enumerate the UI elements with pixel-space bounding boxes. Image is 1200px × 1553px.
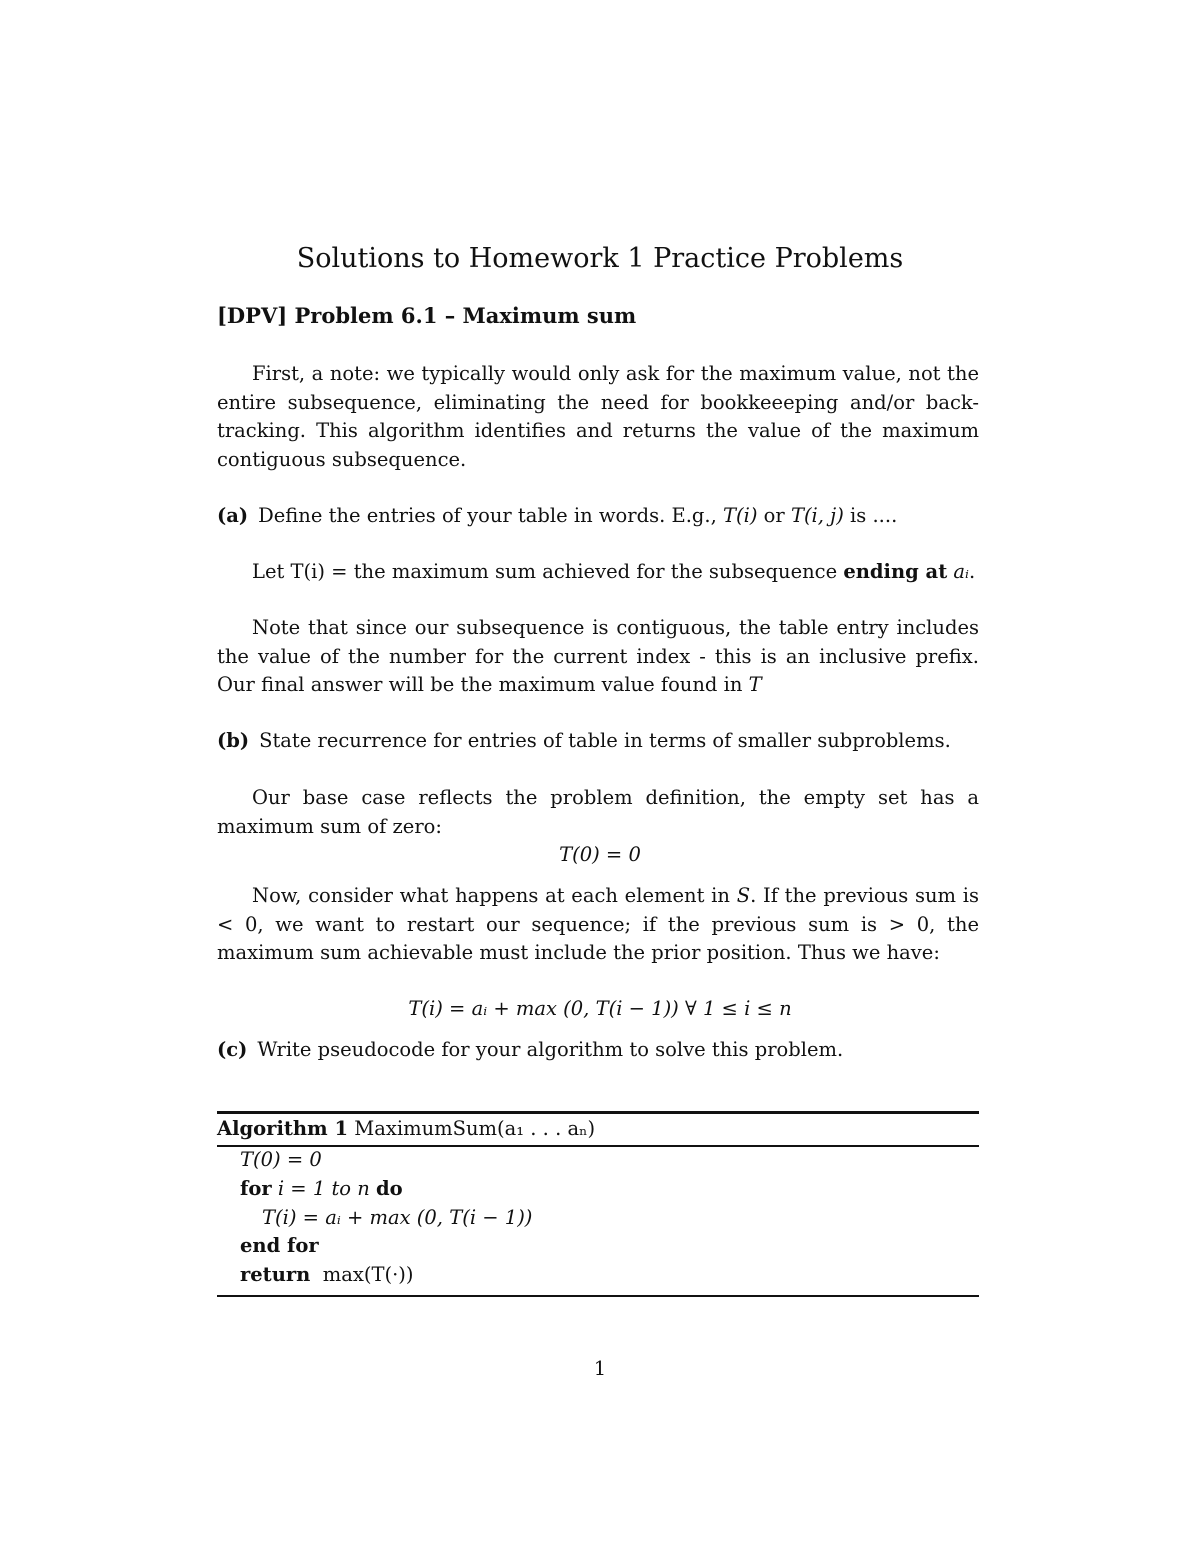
- intro-paragraph: First, a note: we typically would only ask for the maximum value, not the entire subsequence, eliminating the need for bookkeeeping and/or back-tracking. This algorithm identifies and returns the value of the maximum contiguous subsequence.: [217, 362, 979, 471]
- algorithm-line-5: [240, 1261, 413, 1290]
- recurrence-lead: Now, consider what happens at each element in: [252, 884, 737, 907]
- part-b-prompt: [217, 727, 951, 756]
- algorithm-top-rule: [217, 1111, 979, 1114]
- part-c-label: (c): [217, 1038, 248, 1061]
- recurrence-equation: T(i) = aᵢ + max (0, T(i − 1)) ∀ 1 ≤ i ≤ n: [408, 997, 792, 1020]
- algorithm-line-4: end for: [240, 1234, 319, 1257]
- part-a-prompt-math-2: T(i, j): [790, 504, 844, 527]
- page-number: 1: [593, 1357, 607, 1380]
- note-math: T: [748, 673, 762, 697]
- part-a-note: [217, 614, 979, 700]
- recurrence-paragraph: [217, 882, 979, 968]
- algorithm-caption: [217, 1115, 595, 1144]
- part-a-prompt-or: or: [757, 504, 791, 527]
- algorithm-bottom-rule: [217, 1295, 979, 1297]
- part-a-definition: [252, 558, 975, 587]
- part-c-prompt: [217, 1036, 843, 1065]
- part-a-label: (a): [217, 504, 249, 527]
- algorithm-name: MaximumSum(a₁ . . . aₙ): [354, 1117, 596, 1140]
- part-a-prompt-lead: Define the entries of your table in words. E.g.,: [258, 504, 723, 527]
- algorithm-line-2: [240, 1175, 403, 1204]
- recurrence-set: S: [736, 884, 751, 907]
- recurrence-text: . If the previous sum is < 0, we want to restart our sequence; if the previous sum is > 0, the maximum sum achievable must include the prior position. Thus we have:: [217, 884, 980, 965]
- algorithm-label: Algorithm 1: [217, 1117, 349, 1140]
- definition-bold: ending at: [843, 560, 948, 583]
- definition-end: .: [968, 560, 976, 583]
- definition-math: aᵢ: [953, 560, 969, 583]
- base-case-paragraph: Our base case reflects the problem definition, the empty set has a maximum sum of zero:: [217, 786, 979, 838]
- for-keyword: for: [240, 1177, 272, 1200]
- part-a-prompt: [217, 502, 897, 531]
- note-text: Note that since our subsequence is contiguous, the table entry includes the value of the number for the current index - this is an inclusive prefix. Our final answer will be the maximum value found in: [217, 616, 979, 697]
- definition-lead: Let T(i) = the maximum sum achieved for the subsequence: [252, 560, 844, 583]
- return-value: max(T(·)): [322, 1263, 414, 1286]
- part-a-prompt-end: is ....: [843, 504, 898, 527]
- base-case-equation: T(0) = 0: [559, 843, 641, 866]
- algorithm-line-3: T(i) = aᵢ + max (0, T(i − 1)): [262, 1206, 533, 1229]
- algorithm-line-1: T(0) = 0: [240, 1148, 322, 1171]
- part-b-label: (b): [217, 729, 250, 752]
- part-a-prompt-math-1: T(i): [723, 504, 758, 527]
- problem-heading: [DPV] Problem 6.1 – Maximum sum: [217, 303, 637, 328]
- page-title: Solutions to Homework 1 Practice Problems: [296, 243, 904, 274]
- return-keyword: return: [240, 1263, 311, 1286]
- part-b-prompt-text: State recurrence for entries of table in terms of smaller subproblems.: [259, 729, 951, 752]
- do-keyword: do: [376, 1177, 403, 1200]
- part-c-prompt-text: Write pseudocode for your algorithm to solve this problem.: [257, 1038, 844, 1061]
- algorithm-mid-rule: [217, 1145, 979, 1147]
- for-range: i = 1 to n: [277, 1177, 370, 1200]
